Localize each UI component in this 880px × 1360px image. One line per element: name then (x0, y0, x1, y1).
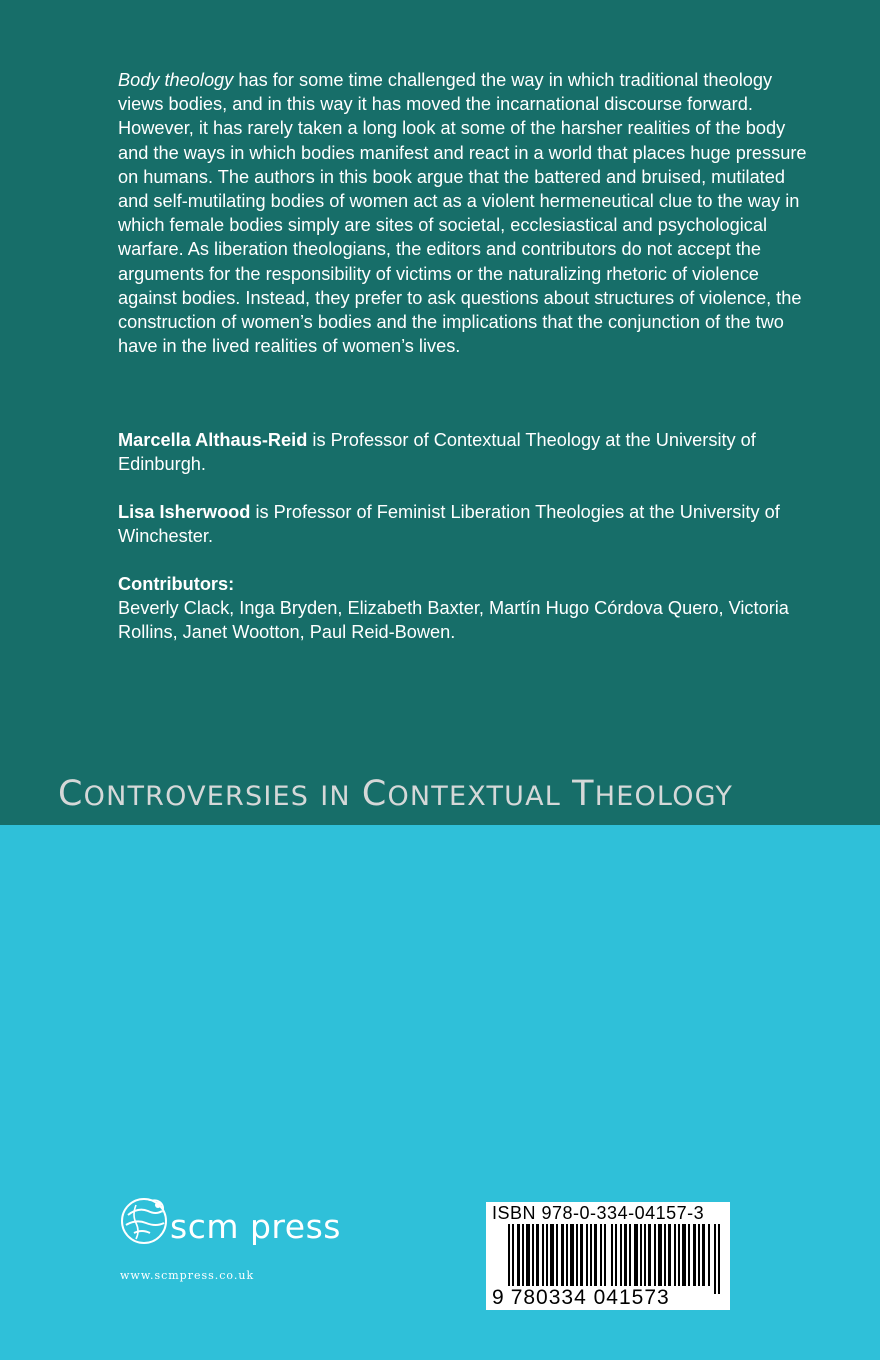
series-word: IN (320, 781, 351, 812)
contributors-names: Beverly Clack, Inga Bryden, Elizabeth Baxter, Martín Hugo Córdova Quero, Victoria Rollins, Janet Wootton, Paul Reid-Bowen. (118, 598, 789, 643)
publisher-name: scm press (170, 1207, 341, 1246)
blurb-lead-italic: Body theology (118, 70, 234, 90)
bio-name: Marcella Althaus-Reid (118, 430, 308, 450)
isbn-label: ISBN 978-0-334-04157-3 (492, 1203, 705, 1223)
contributors-heading: Contributors: (118, 574, 235, 594)
publisher-url: www.scmpress.co.uk (120, 1269, 255, 1282)
series-cap: C (58, 774, 84, 814)
bio-editor-1 (118, 428, 818, 476)
series-title (58, 774, 858, 814)
blurb-text: has for some time challenged the way in which traditional theology views bodies, and in this way it has moved the incarnational discourse forward. However, it has rarely taken a long look at some of the harsher realities of the body and the ways in which bodies manifest and react in a world that places huge pressure on humans. The authors in this book argue that the battered and bruised, mutilated and self-mutilating bodies of women act as a violent hermeneutical clue to the way in which female bodies simply are sites of societal, ecclesiastical and psychological warfare. As liberation theologians, the editors and contributors do not accept the arguments for the responsibility of victims or the naturalizing rhetoric of violence against bodies. Instead, they prefer to ask questions about structures of violence, the construction of women’s bodies and the implications that the conjunction of the two have in the lived realities of women’s lives. (118, 70, 807, 357)
barcode-digit-first: 9 (492, 1286, 505, 1309)
globe-logo-icon (118, 1193, 176, 1251)
publisher-logo (118, 1193, 358, 1263)
series-word: HEOLOGY (594, 781, 734, 812)
series-word: ONTEXTUAL (387, 781, 562, 812)
blurb-paragraph (118, 68, 818, 358)
series-cap: T (572, 774, 595, 814)
series-cap: C (361, 774, 388, 814)
series-word: ONTROVERSIES (83, 781, 310, 812)
isbn-barcode (486, 1202, 730, 1310)
barcode-bars (508, 1224, 722, 1294)
bio-editor-2 (118, 500, 818, 548)
bio-text: is Professor of Feminist Liberation Theologies at the University of Winchester. (118, 502, 780, 547)
bio-name: Lisa Isherwood (118, 502, 251, 522)
contributors-block (118, 572, 818, 645)
barcode-digits-rest: 780334 041573 (510, 1286, 670, 1309)
bio-text: is Professor of Contextual Theology at the University of Edinburgh. (118, 430, 756, 475)
barcode-digits (492, 1286, 670, 1310)
